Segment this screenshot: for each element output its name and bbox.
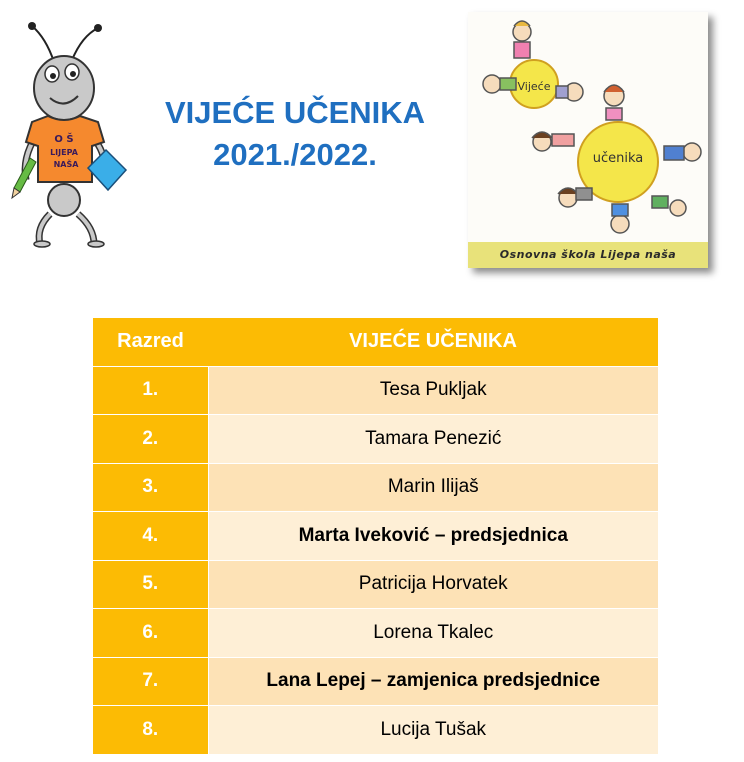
razred-cell: 5. (93, 560, 208, 609)
page-title (140, 92, 450, 176)
table-row (93, 609, 658, 658)
mascot-shirt-text-1: O Š (54, 134, 74, 145)
table-row (93, 706, 658, 755)
member-name-cell: Marin Ilijaš (208, 463, 658, 512)
mascot-shirt-text-3: NAŠA (53, 160, 79, 169)
school-council-logo (468, 12, 708, 268)
table-row (93, 366, 658, 415)
header-vijece-ucenika: VIJEĆE UČENIKA (208, 318, 658, 366)
logo-drawing (468, 12, 708, 268)
logo-word-ucenika: učenika (592, 151, 644, 166)
header-razred: Razred (93, 318, 208, 366)
razred-cell: 7. (93, 657, 208, 706)
razred-cell: 4. (93, 512, 208, 561)
table-header-row (93, 318, 658, 366)
table-row (93, 415, 658, 464)
table-row (93, 657, 658, 706)
razred-cell: 2. (93, 415, 208, 464)
member-name-cell: Marta Iveković – predsjednica (208, 512, 658, 561)
table-row (93, 512, 658, 561)
logo-caption: Osnovna škola Lijepa naša (468, 242, 708, 268)
razred-cell: 8. (93, 706, 208, 755)
table-row (93, 560, 658, 609)
member-name-cell: Lana Lepej – zamjenica predsjednice (208, 657, 658, 706)
razred-cell: 1. (93, 366, 208, 415)
logo-word-vijece: Vijeće (517, 80, 551, 93)
mascot-shirt-text-2: LIJEPA (50, 148, 78, 157)
title-line-2: 2021./2022. (213, 137, 377, 172)
title-line-1: VIJEĆE UČENIKA (164, 95, 426, 130)
member-name-cell: Tamara Penezić (208, 415, 658, 464)
council-table (93, 318, 658, 755)
member-name-cell: Tesa Pukljak (208, 366, 658, 415)
member-name-cell: Lucija Tušak (208, 706, 658, 755)
table-row (93, 463, 658, 512)
ant-mascot-illustration (6, 18, 134, 250)
razred-cell: 3. (93, 463, 208, 512)
member-name-cell: Lorena Tkalec (208, 609, 658, 658)
razred-cell: 6. (93, 609, 208, 658)
member-name-cell: Patricija Horvatek (208, 560, 658, 609)
